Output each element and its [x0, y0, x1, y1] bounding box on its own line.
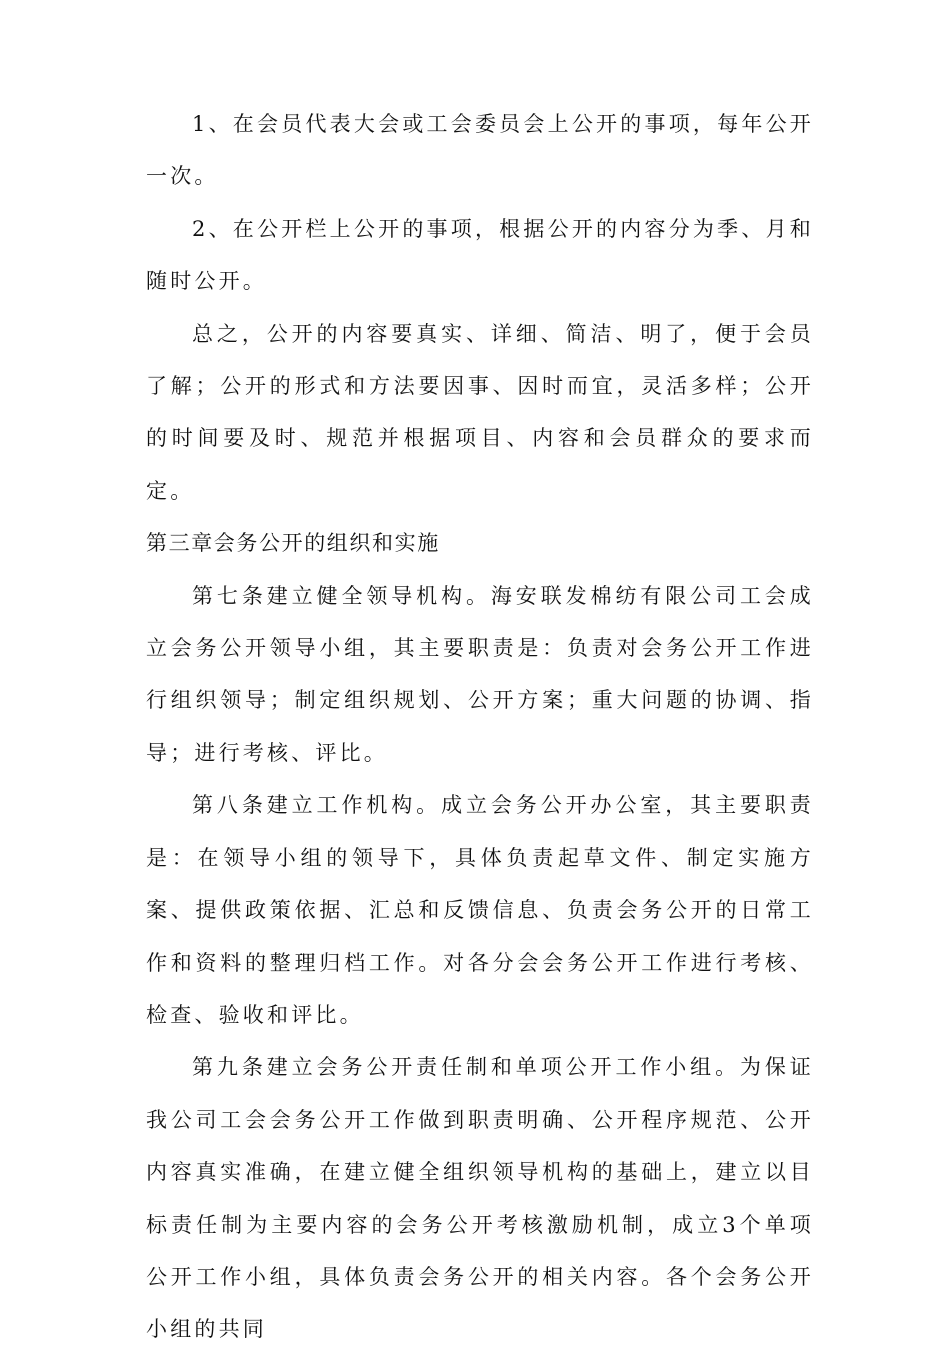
paragraph-item-2: 2、在公开栏上公开的事项，根据公开的内容分为季、月和随时公开。 — [146, 216, 814, 294]
chapter-heading: 第三章会务公开的组织和实施 — [146, 531, 440, 556]
paragraph-article-7: 第七条建立健全领导机构。海安联发棉纺有限公司工会成立会务公开领导小组，其主要职责是：负责对会务公开工作进行组织领导；制定组织规划、公开方案；重大问题的协调、指导；进行考核、评比。 — [146, 583, 814, 765]
paragraph-article-8: 第八条建立工作机构。成立会务公开办公室，其主要职责是：在领导小组的领导下，具体负责起草文件、制定实施方案、提供政策依据、汇总和反馈信息、负责会务公开的日常工作和资料的整理归档工作。对各分会会务公开工作进行考核、检查、验收和评比。 — [146, 793, 814, 1027]
paragraph-item-1: 1、在会员代表大会或工会委员会上公开的事项，每年公开一次。 — [146, 112, 814, 189]
document-page — [146, 98, 814, 1356]
paragraph-summary: 总之，公开的内容要真实、详细、简洁、明了，便于会员了解；公开的形式和方法要因事、因时而宜，灵活多样；公开的时间要及时、规范并根据项目、内容和会员群众的要求而定。 — [146, 321, 814, 503]
paragraph-article-9: 第九条建立会务公开责任制和单项公开工作小组。为保证我公司工会会务公开工作做到职责明确、公开程序规范、公开内容真实准确，在建立健全组织领导机构的基础上，建立以目标责任制为主要内容的会务公开考核激励机制，成立3个单项公开工作小组，具体负责会务公开的相关内容。各个会务公开小组的共同 — [146, 1055, 814, 1342]
